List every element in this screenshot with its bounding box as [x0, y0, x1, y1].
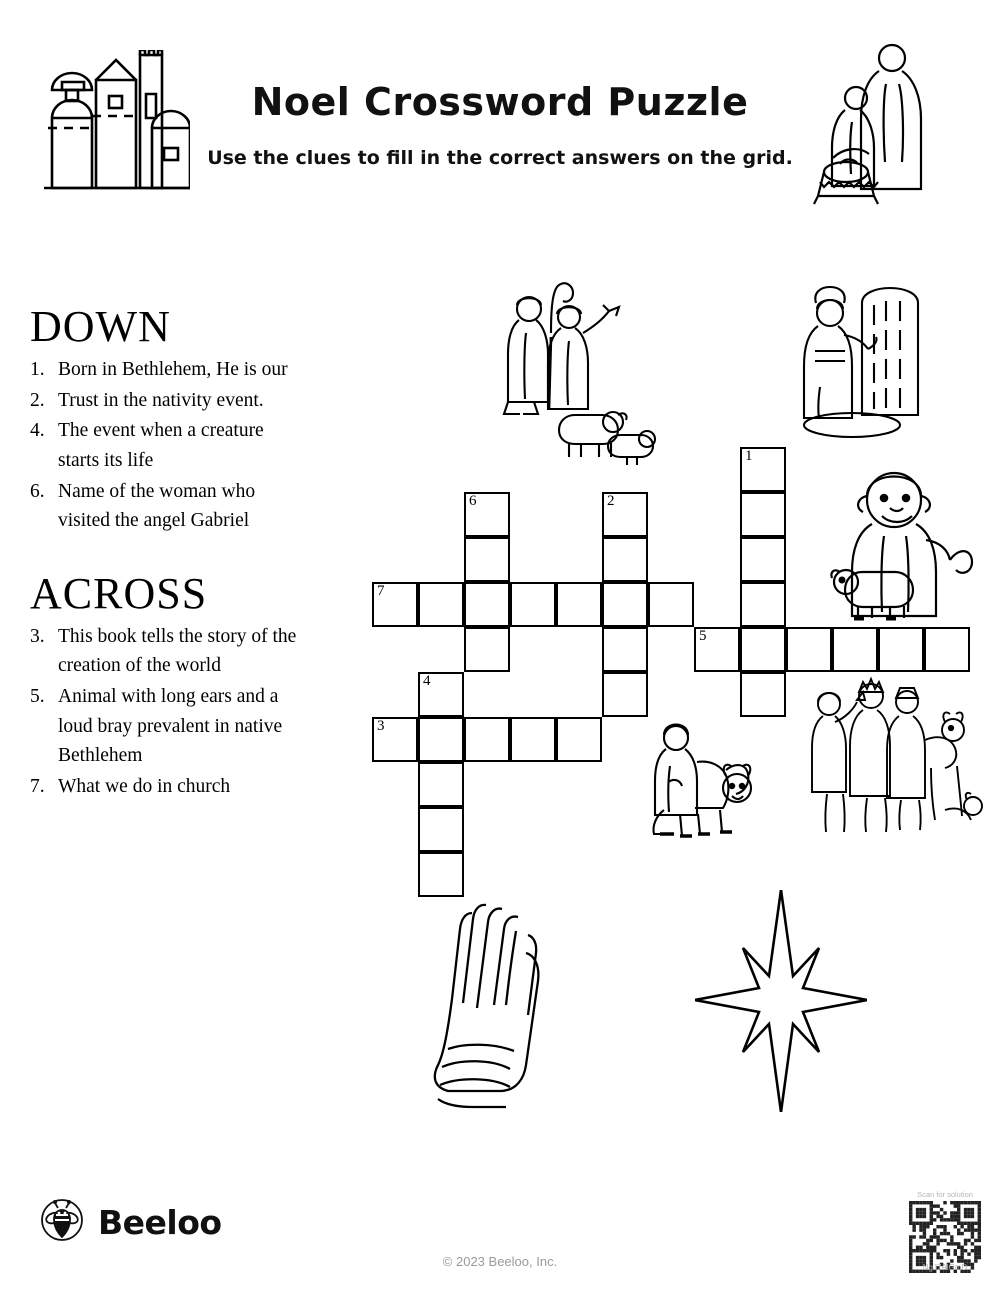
grid-cell-number: 5 [699, 628, 707, 644]
clue-number: 2. [30, 389, 45, 411]
clue-number: 1. [30, 359, 45, 380]
grid-cell[interactable] [740, 582, 786, 627]
grid-cell[interactable] [556, 717, 602, 762]
clue-number: 4. [30, 420, 45, 442]
grid-cell[interactable] [786, 627, 832, 672]
grid-cell-start-3[interactable] [372, 717, 418, 762]
clue-text: Animal with long ears and a loud bray prevalent in native Bethlehem [58, 686, 283, 767]
clue-number: 5. [30, 686, 45, 707]
grid-cell[interactable] [602, 537, 648, 582]
clue-number: 7. [30, 775, 45, 797]
page-subtitle: Use the clues to fill in the correct answers on the grid. [207, 147, 793, 169]
grid-cell[interactable] [418, 852, 464, 897]
qr-block[interactable] [905, 1190, 985, 1272]
grid-cell[interactable] [602, 582, 648, 627]
grid-cell[interactable] [602, 672, 648, 717]
grid-cell[interactable] [464, 627, 510, 672]
bee-logo-icon [40, 1198, 84, 1247]
grid-cell[interactable] [740, 492, 786, 537]
grid-cell-number: 4 [423, 673, 431, 689]
grid-cell-start-1[interactable] [740, 447, 786, 492]
praying-hands-icon [410, 895, 572, 1113]
mary-on-donkey-icon [640, 718, 765, 843]
grid-cell[interactable] [418, 717, 464, 762]
grid-cell[interactable] [464, 717, 510, 762]
down-heading: DOWN [30, 302, 171, 351]
grid-cell[interactable] [740, 672, 786, 717]
grid-cell[interactable] [510, 717, 556, 762]
page-title: Noel Crossword Puzzle [251, 80, 749, 124]
grid-cell[interactable] [510, 582, 556, 627]
grid-cell-start-7[interactable] [372, 582, 418, 627]
clue-text: Trust in the nativity event. [58, 389, 264, 411]
clue-text: The event when a creature starts its life [58, 420, 264, 471]
grid-cell[interactable] [418, 762, 464, 807]
clue-text: Born in Bethlehem, He is our [58, 359, 288, 380]
brand-name: Beeloo [98, 1203, 222, 1242]
grid-cell[interactable] [556, 582, 602, 627]
three-wise-men-camels-icon [805, 670, 983, 838]
shepherd-with-lamb-icon [822, 460, 990, 625]
bethlehem-star-icon [695, 890, 867, 1112]
copyright-text: © 2023 Beeloo, Inc. [442, 1254, 558, 1269]
qr-id: NgJ7AlGmD [922, 1263, 968, 1272]
grid-cell[interactable] [924, 627, 970, 672]
grid-cell-start-5[interactable] [694, 627, 740, 672]
brand-block [40, 1198, 222, 1247]
clue-number: 3. [30, 625, 45, 647]
grid-cell[interactable] [832, 627, 878, 672]
shepherds-with-sheep-icon [495, 275, 660, 470]
clue-text: Name of the woman who visited the angel Gabriel [58, 480, 256, 532]
grid-cell[interactable] [740, 537, 786, 582]
grid-cell[interactable] [602, 627, 648, 672]
grid-cell[interactable] [878, 627, 924, 672]
grid-cell[interactable] [648, 582, 694, 627]
page-footer [0, 1180, 1000, 1294]
grid-cell-number: 6 [469, 493, 477, 509]
clue-text: What we do in church [58, 775, 231, 797]
grid-cell[interactable] [464, 537, 510, 582]
mary-at-door-icon [790, 275, 935, 445]
clue-number: 6. [30, 480, 45, 502]
across-heading: ACROSS [30, 568, 208, 618]
grid-cell[interactable] [418, 582, 464, 627]
grid-cell-start-4[interactable] [418, 672, 464, 717]
clue-text: This book tells the story of the creation of the world [58, 625, 297, 677]
grid-cell-number: 7 [377, 583, 385, 599]
grid-cell[interactable] [464, 582, 510, 627]
grid-cell-number: 1 [745, 448, 753, 464]
qr-caption: Scan for solution [917, 1190, 973, 1199]
grid-cell-number: 2 [607, 493, 615, 509]
qr-code-icon[interactable] [909, 1201, 981, 1261]
grid-cell-start-2[interactable] [602, 492, 648, 537]
grid-cell-start-6[interactable] [464, 492, 510, 537]
grid-cell[interactable] [418, 807, 464, 852]
grid-cell-number: 3 [377, 718, 385, 734]
grid-cell[interactable] [740, 627, 786, 672]
